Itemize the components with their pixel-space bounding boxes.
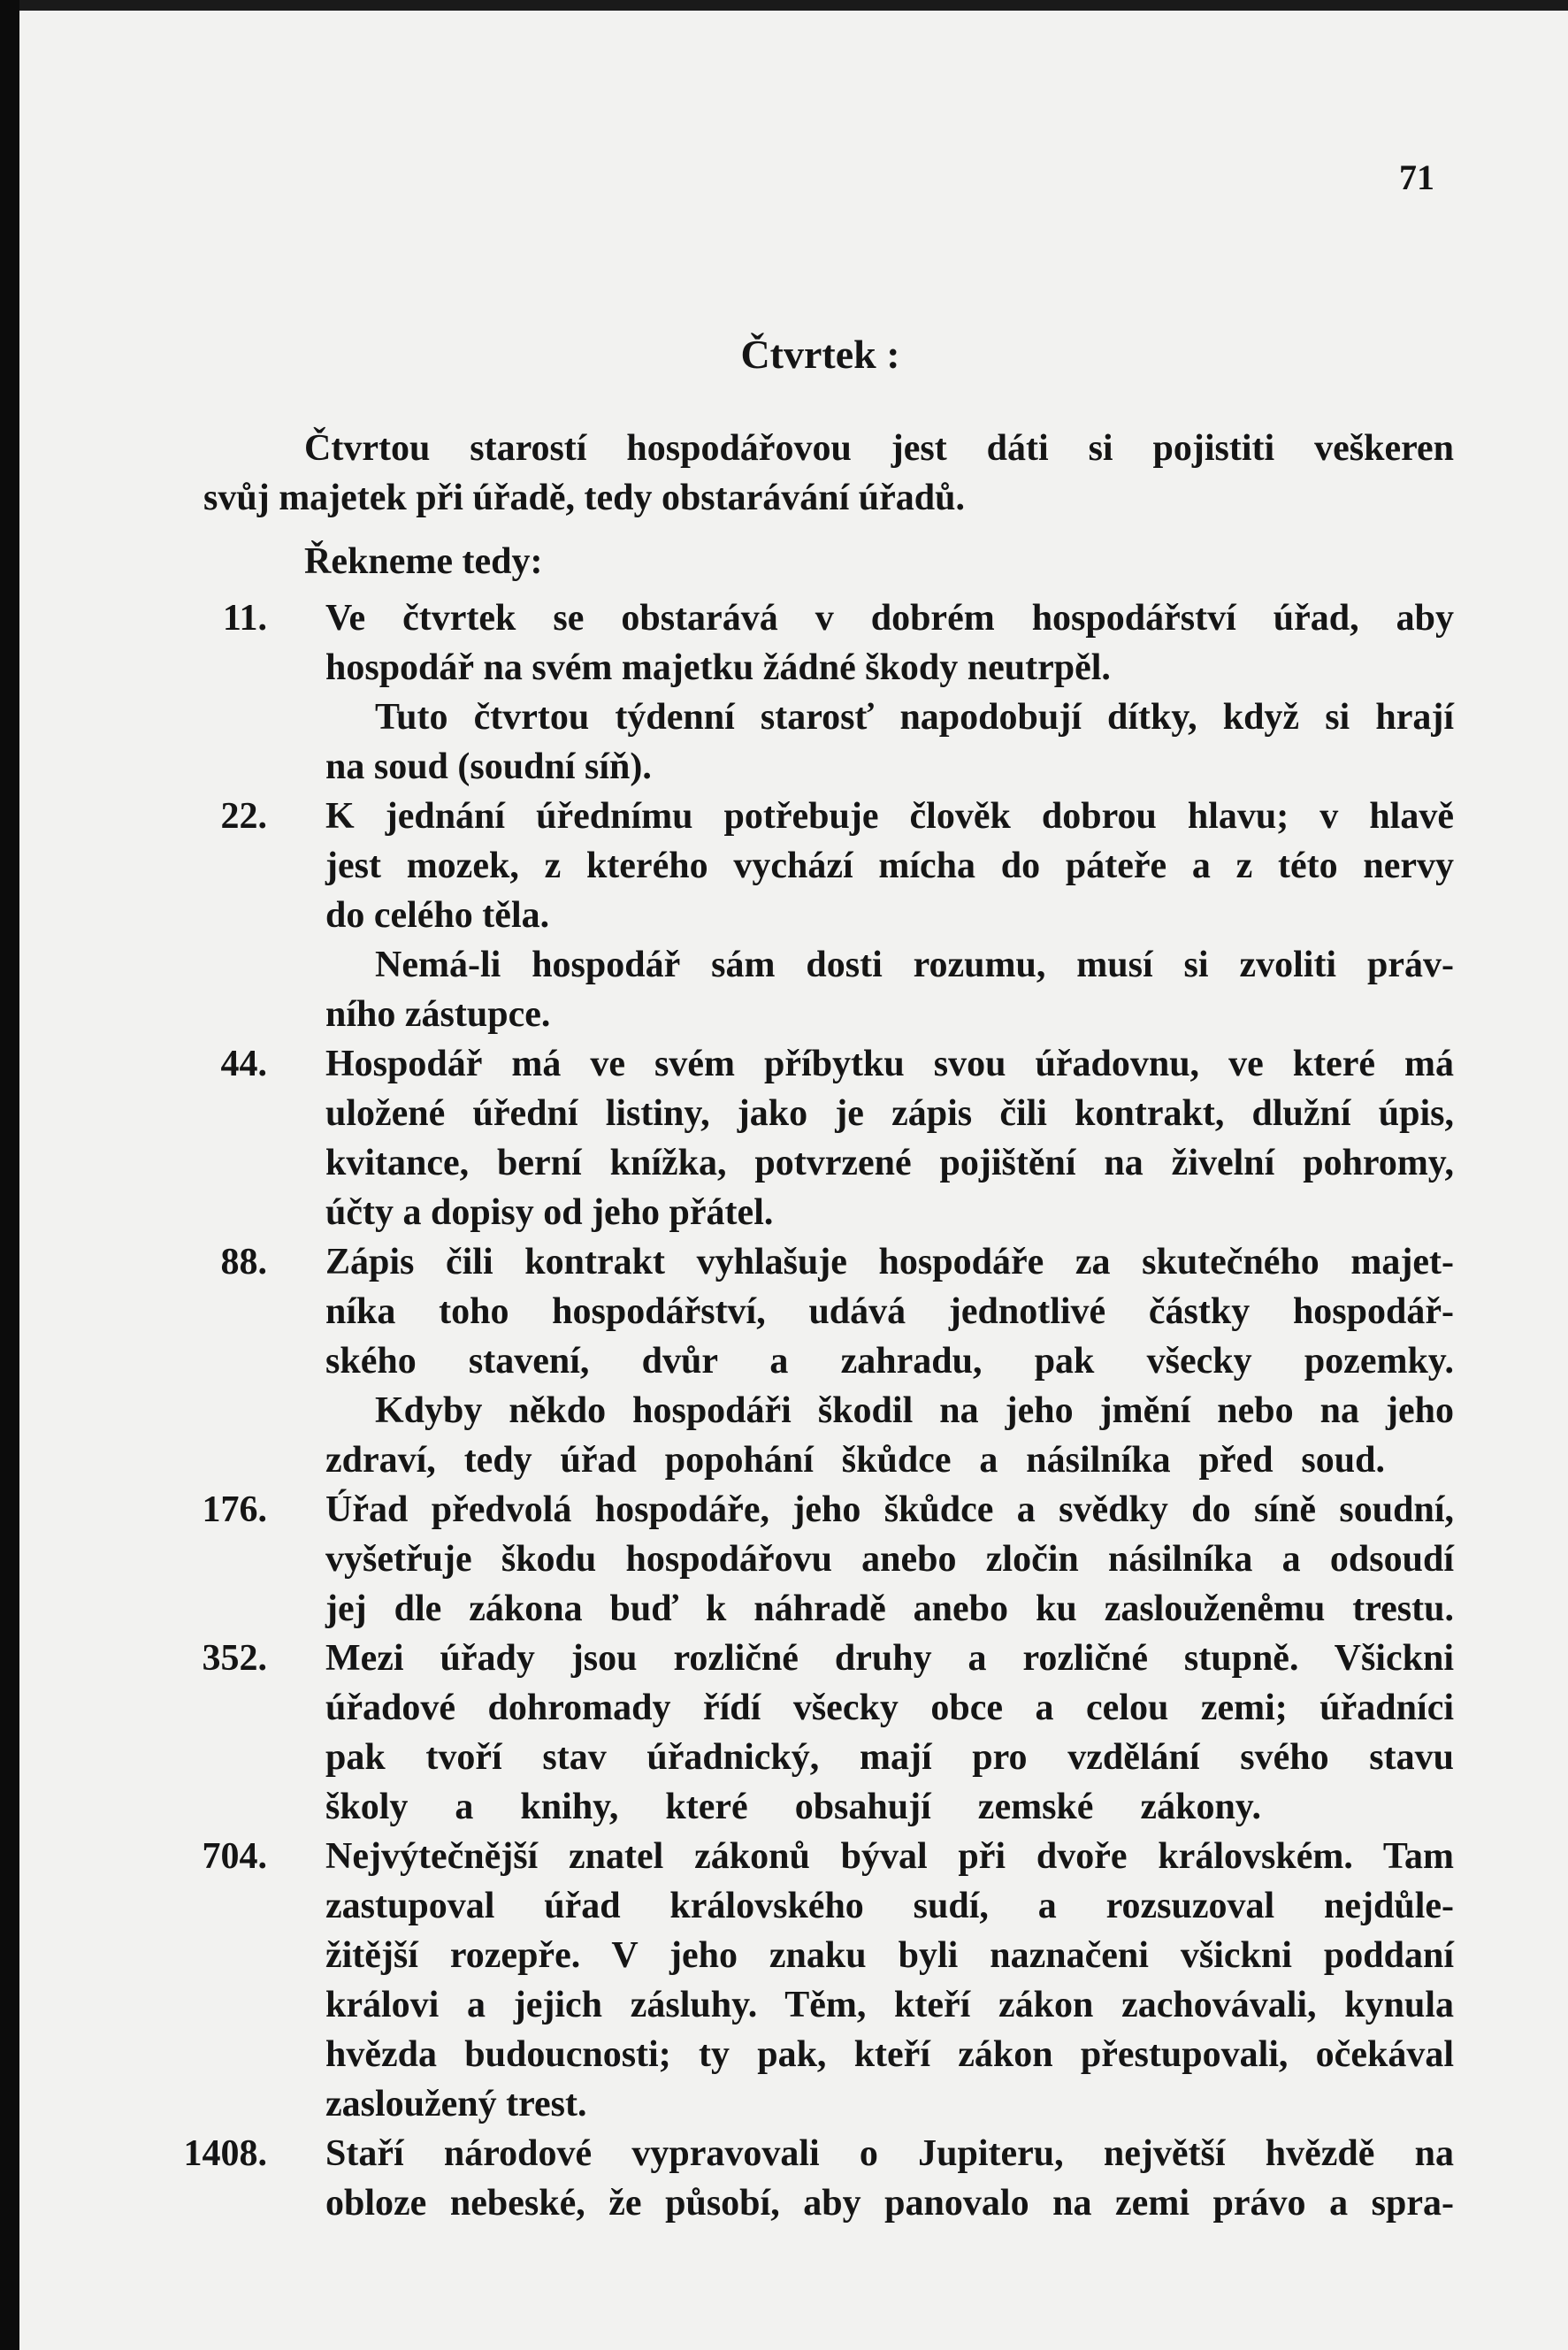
item-line: královi a jejich zásluhy. Těm, kteří zákon zachovávali, kynula [325, 1985, 1454, 2025]
page-text [19, 11, 1568, 2350]
item-line: zasloužený trest. [325, 2084, 587, 2124]
item-line: obloze nebeské, že působí, aby panovalo na zemi právo a spra- [325, 2183, 1454, 2224]
item-line: Nejvýtečnější znatel zákonů býval při dvoře královském. Tam [325, 1836, 1454, 1877]
item-line: žitější rozepře. V jeho znaku byli naznačeni všickni poddaní [325, 1935, 1454, 1976]
item-number: 11. [222, 598, 267, 639]
item-line: jej dle zákona buď k náhradě anebo ku zasloužene̊mu trestu. [325, 1588, 1454, 1629]
item-line: školy a knihy, které obsahují zemské zákony. [325, 1787, 1261, 1827]
item-line: ského stavení, dvůr a zahradu, pak všecky pozemky. [325, 1341, 1454, 1382]
item-line: jest mozek, z kterého vychází mícha do páteře a z této nervy [325, 846, 1454, 886]
item-number: 176. [202, 1489, 267, 1530]
item-number: 22. [220, 796, 267, 837]
intro-line: Čtvrtou starostí hospodářovou jest dáti si pojistiti veškeren [304, 428, 1454, 469]
item-line: Kdyby někdo hospodáři škodil na jeho jmění nebo na jeho [375, 1390, 1454, 1431]
scan-edge-left [0, 0, 19, 2350]
item-line: zdraví, tedy úřad popohání škůdce a násilníka před soud. [325, 1440, 1385, 1481]
item-line: Zápis čili kontrakt vyhlašuje hospodáře za skutečného majet- [325, 1242, 1454, 1282]
item-line: zastupoval úřad královského sudí, a rozsuzoval nejdůle- [325, 1886, 1454, 1926]
item-line: Úřad předvolá hospodáře, jeho škůdce a svědky do síně soudní, [325, 1489, 1454, 1530]
item-line: ního zástupce. [325, 994, 551, 1035]
item-line: hospodář na svém majetku žádné škody neutrpěl. [325, 647, 1111, 688]
intro-line: Řekneme tedy: [304, 541, 543, 582]
item-line: na soud (soudní síň). [325, 746, 652, 787]
intro-line: svůj majetek při úřadě, tedy obstarávání úřadů. [203, 478, 966, 518]
item-line: Hospodář má ve svém příbytku svou úřadovnu, ve které má [325, 1044, 1454, 1084]
item-number: 352. [202, 1638, 267, 1679]
item-line: kvitance, berní knížka, potvrzené pojištění na živelní pohromy, [325, 1143, 1454, 1183]
item-line: Nemá-li hospodář sám dosti rozumu, musí si zvoliti práv- [375, 945, 1454, 985]
item-number: 44. [220, 1044, 267, 1084]
item-line: do celého těla. [325, 895, 550, 936]
item-number: 704. [202, 1836, 267, 1877]
item-number: 88. [220, 1242, 267, 1282]
page-number: 71 [1399, 157, 1434, 197]
item-line: Ve čtvrtek se obstarává v dobrém hospodářství úřad, aby [325, 598, 1454, 639]
item-line: vyšetřuje škodu hospodářovu anebo zločin násilníka a odsoudí [325, 1539, 1454, 1580]
item-line: úřadové dohromady řídí všecky obce a celou zemi; úřadníci [325, 1688, 1454, 1728]
item-line: Mezi úřady jsou rozličné druhy a rozličné stupně. Všickni [325, 1638, 1454, 1679]
book-page [19, 11, 1568, 2350]
item-line: K jednání úřednímu potřebuje člověk dobrou hlavu; v hlavě [325, 796, 1454, 837]
section-heading: Čtvrtek : [740, 332, 900, 377]
item-line: Staří národové vypravovali o Jupiteru, největší hvězdě na [325, 2133, 1454, 2174]
item-line: pak tvoří stav úřadnický, mají pro vzdělání svého stavu [325, 1737, 1454, 1778]
item-number: 1408. [183, 2133, 267, 2174]
item-line: hvězda budoucnosti; ty pak, kteří zákon přestupovali, očekával [325, 2034, 1454, 2075]
item-line: účty a dopisy od jeho přátel. [325, 1192, 774, 1233]
item-line: uložené úřední listiny, jako je zápis čili kontrakt, dlužní úpis, [325, 1093, 1454, 1134]
scan-edge-top [0, 0, 1568, 11]
item-line: Tuto čtvrtou týdenní starosť napodobují dítky, když si hrají [375, 697, 1454, 738]
item-line: níka toho hospodářství, udává jednotlivé částky hospodář- [325, 1291, 1454, 1332]
